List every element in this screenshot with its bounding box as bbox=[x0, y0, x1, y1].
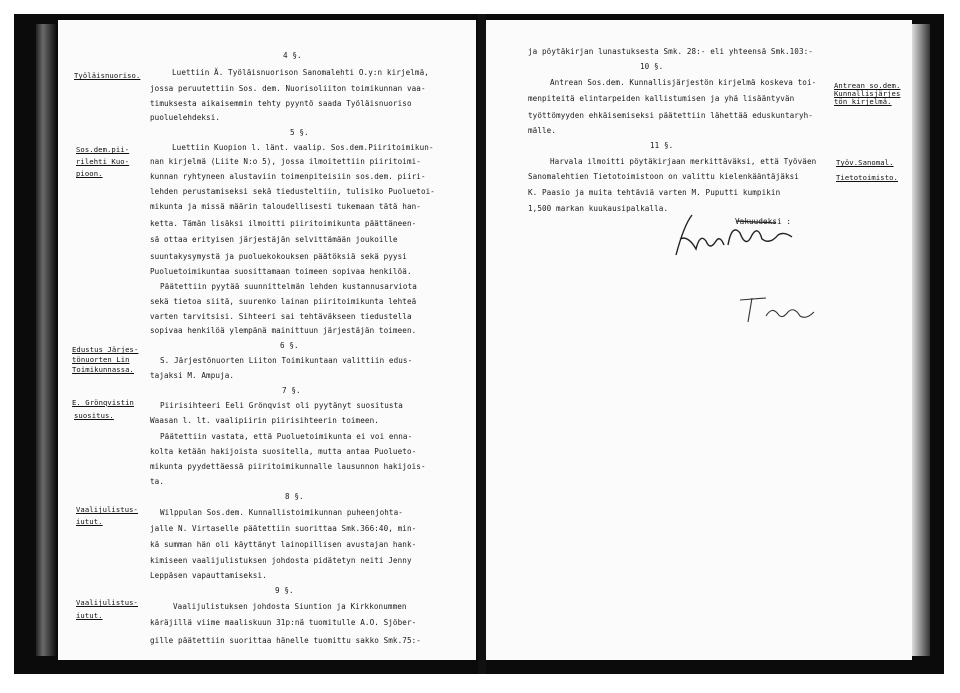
margin-note: Edustus Järjes- bbox=[72, 345, 139, 354]
margin-note: E. Grönqvistin bbox=[72, 398, 134, 407]
body-line: Piirisihteeri Eeli Grönqvist oli pyytänyt suositusta bbox=[160, 401, 403, 410]
body-line: Puoluetoimikuntaa suosittamaan toimeen sopivaa henkilöä. bbox=[150, 267, 412, 276]
body-line: mälle. bbox=[528, 126, 557, 135]
body-line: kunnan ryhtyneen alustaviin toimenpiteisiin sos.dem. piiri- bbox=[150, 172, 426, 181]
section-heading: 9 §. bbox=[275, 586, 294, 595]
body-line: Wilppulan Sos.dem. Kunnallistoimikunnan puheenjohta- bbox=[160, 508, 403, 517]
body-line: käräjillä viime maaliskuun 31p:nä tuomitulle A.O. Sjöber- bbox=[150, 618, 417, 627]
body-line: varten tarvitsisi. Sihteeri sai tehtäväkseen tiedustella bbox=[150, 312, 412, 321]
margin-note: rilehti Kuo- bbox=[76, 157, 130, 166]
margin-note: Antrean so.dem. bbox=[834, 81, 901, 90]
body-line: 1,500 markan kuukausipalkalla. bbox=[528, 204, 669, 213]
body-line: jalle N. Virtaselle päätettiin suorittaa Smk.366:40, min- bbox=[150, 524, 417, 533]
margin-note: Toimikunnassa. bbox=[72, 365, 134, 374]
body-line: työttömyyden ehkäisemiseksi päätettiin lähettää eduskuntaryh- bbox=[528, 111, 813, 120]
scan-bottom-border bbox=[0, 678, 960, 693]
body-line: Harvala ilmoitti pöytäkirjaan merkittäväksi, että Työväen bbox=[550, 157, 817, 166]
margin-note: Sos.dem.pii- bbox=[76, 145, 130, 154]
margin-note: Tietotoimisto. bbox=[836, 173, 898, 182]
body-line: sopivaa henkilöä ylempänä mainittuun järjestäjän toimeen. bbox=[150, 326, 417, 335]
margin-note: Työv.Sanomal. bbox=[836, 158, 894, 167]
body-line: gille päätettiin suorittaa hänelle tuomittu sakko Smk.75:- bbox=[150, 636, 421, 645]
body-line: kolta ketään hakijoista suositella, mutta antaa Puolueto- bbox=[150, 447, 417, 456]
section-heading: 4 §. bbox=[283, 51, 302, 60]
body-line: sekä tietoa siitä, suurenko lainan piiritoimikunta lehteä bbox=[150, 297, 417, 306]
body-line: ta. bbox=[150, 477, 165, 486]
body-line: K. Paasio ja muita tehtäviä varten M. Puputti kumpikin bbox=[528, 188, 781, 197]
margin-note: Vaalijulistus- bbox=[76, 598, 138, 607]
section-heading: 6 §. bbox=[280, 341, 299, 350]
body-line: Antrean Sos.dem. Kunnallisjärjestön kirjelmä koskeva toi- bbox=[550, 78, 817, 87]
body-line: S. Järjestönuorten Liiton Toimikuntaan valittiin edus- bbox=[160, 356, 413, 365]
section-heading: 11 §. bbox=[650, 141, 674, 150]
body-line: menpiteitä elintarpeiden kallistumisen ja yhä lisääntyvän bbox=[528, 94, 795, 103]
margin-note: suositus. bbox=[74, 411, 114, 420]
body-line: Sanomalehtien Tietotoimistoon on valittu kielenkääntäjäksi bbox=[528, 172, 799, 181]
body-line: lehden perustamiseksi sekä tiedusteltiin, tulisiko Puoluetoi- bbox=[150, 187, 435, 196]
body-line: Päätettiin pyytää suunnittelmän lehden kustannusarviota bbox=[160, 282, 417, 291]
margin-note: Työläisnuoriso. bbox=[74, 71, 141, 80]
margin-note: Vaalijulistus- bbox=[76, 505, 138, 514]
margin-note: iutut. bbox=[76, 517, 103, 526]
body-line: kä summan hän oli käyttänyt lainopillisen avustajan hank- bbox=[150, 540, 417, 549]
book-right-edge bbox=[912, 24, 930, 656]
body-line: nan kirjelmä (Liite N:o 5), jossa ilmoitettiin piiritoimi- bbox=[150, 157, 421, 166]
section-heading: 8 §. bbox=[285, 492, 304, 501]
section-heading: 10 §. bbox=[640, 62, 664, 71]
body-line: timuksesta aikaisemmin tehty pyyntö saada Työläisnuoriso bbox=[150, 99, 412, 108]
body-line: kimiseen vaalijulistuksen johdosta pidätetyn neiti Jenny bbox=[150, 556, 412, 565]
body-line: sä ottaa erityisen järjestäjän selvittämään joukoille bbox=[150, 235, 398, 244]
signature-graphic bbox=[666, 205, 806, 265]
page-gutter bbox=[478, 14, 486, 674]
verification-label: Vakuudeksi : bbox=[735, 217, 792, 226]
body-line: Päätettiin vastata, että Puoluetoimikunta ei voi enna- bbox=[160, 432, 413, 441]
margin-note: pioon. bbox=[76, 169, 103, 178]
body-line: mikunta ja missä määrin taloudellisesti tukemaan tätä han- bbox=[150, 202, 421, 211]
body-line: Leppäsen vapauttamiseksi. bbox=[150, 571, 267, 580]
section-heading: 7 §. bbox=[282, 386, 301, 395]
body-line: suuntakysymystä ja puoluekokouksen päätöksiä sekä pyysi bbox=[150, 252, 407, 261]
margin-note: Kunnallisjärjes bbox=[834, 89, 901, 98]
body-line: ja pöytäkirjan lunastuksesta Smk. 28:- eli yhteensä Smk.103:- bbox=[528, 47, 813, 56]
second-signature-graphic bbox=[736, 292, 836, 328]
margin-note: tön kirjelmä. bbox=[834, 97, 892, 106]
body-line: Vaalijulistuksen johdosta Siuntion ja Kirkkonummen bbox=[173, 602, 407, 611]
body-line: jossa peruutettiin Sos. dem. Nuorisoliiton toimikunnan vaa- bbox=[150, 84, 426, 93]
margin-note: iutut. bbox=[76, 611, 103, 620]
book-spine-edge bbox=[36, 24, 56, 656]
body-line: puoluelehdeksi. bbox=[150, 113, 221, 122]
body-line: Luettiin Ä. Työläisnuorison Sanomalehti O.y:n kirjelmä, bbox=[172, 68, 429, 77]
section-heading: 5 §. bbox=[290, 128, 309, 137]
margin-note: tönuorten Lin bbox=[72, 355, 130, 364]
body-line: tajaksi M. Ampuja. bbox=[150, 371, 235, 380]
body-line: Luettiin Kuopion l. länt. vaalip. Sos.dem.Piiritoimikun- bbox=[172, 143, 434, 152]
body-line: mikunta pyydettäessä piiritoimikunnalle lausunnon hakijois- bbox=[150, 462, 426, 471]
body-line: ketta. Tämän lisäksi ilmoitti piiritoimikunta päättäneen- bbox=[150, 219, 417, 228]
body-line: Waasan l. lt. vaalipiirin piirisihteerin toimeen. bbox=[150, 416, 379, 425]
